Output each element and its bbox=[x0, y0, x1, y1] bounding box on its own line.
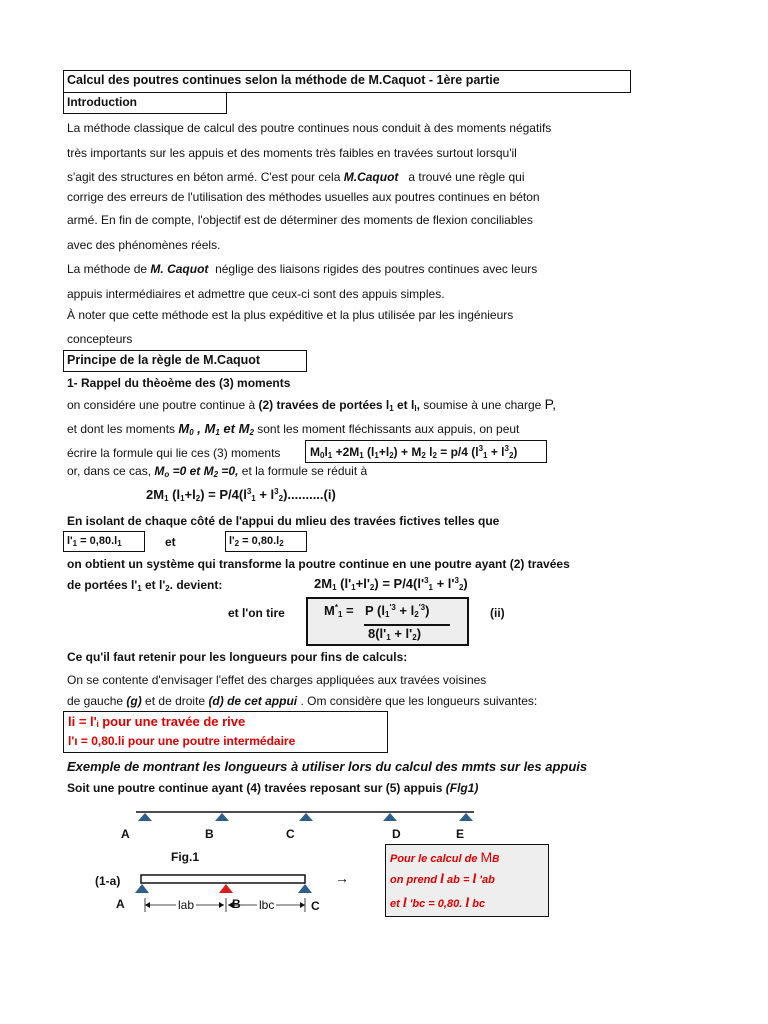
text: M bbox=[480, 849, 493, 865]
support-1a-c-icon bbox=[298, 884, 312, 893]
text: et dont les moments bbox=[67, 422, 179, 436]
support-a-icon bbox=[138, 813, 152, 821]
spans-text: (2) travées de portées $l_1$ et $l_l$, bbox=[258, 398, 420, 413]
text: , M bbox=[193, 421, 216, 436]
support-d-icon bbox=[383, 813, 397, 821]
support-1a-b-icon bbox=[219, 884, 233, 893]
case-support-b: B bbox=[232, 897, 241, 911]
arrowhead-icon bbox=[145, 902, 150, 908]
text: soumise à une charge bbox=[419, 398, 545, 412]
isolation-line-1: En isolant de chaque côté de l'appui du mlieu des travées fictives telles que bbox=[67, 514, 500, 528]
text: et M bbox=[219, 421, 250, 436]
text: =0, bbox=[218, 464, 239, 478]
fictive-span-1-box: $l'_1 = 0,80.l_1$ bbox=[63, 531, 145, 552]
text: . devient: bbox=[169, 578, 223, 592]
intro-line-9: À noter que cette méthode est la plus expéditive et la plus utilisée par les ingénieurs bbox=[67, 308, 514, 322]
note-line-3 bbox=[390, 896, 485, 912]
arrow-right-icon: → bbox=[335, 870, 349, 886]
load-p: P, bbox=[544, 396, 557, 412]
text: 'ab bbox=[476, 874, 495, 886]
text: (Flg1) bbox=[445, 781, 479, 795]
support-e-icon bbox=[459, 813, 473, 821]
intro-line-6: avec des phénomènes réels. bbox=[67, 238, 221, 252]
text: l bbox=[465, 896, 470, 911]
text: B bbox=[492, 854, 500, 865]
text: et l bbox=[393, 398, 415, 412]
et-text: et bbox=[165, 535, 176, 549]
m-star-label: $M^*_1$ = bbox=[324, 603, 354, 619]
case-support-a: A bbox=[116, 897, 125, 911]
moments-text: $M_0$ , $M_1$ et $M_2$ bbox=[178, 421, 254, 437]
intro-line-2: très importants sur les appuis et des moments très faibles en travées surtout lorsqu'il bbox=[67, 146, 517, 160]
intro-line-10: concepteurs bbox=[67, 332, 133, 346]
three-moment-formula: $M_0l_1 +2M_1$ $(l_1+l_2) + M_2$ $l_2 = p/4$ $(l^3_1 + l^3_2)$ bbox=[305, 440, 547, 463]
formula-tag-ii: (ii) bbox=[490, 606, 505, 620]
figure-label: Fig.1 bbox=[171, 850, 200, 864]
case-support-c: C bbox=[311, 899, 320, 913]
text: et de droite bbox=[141, 694, 209, 708]
text: on prend bbox=[390, 874, 441, 886]
text: et la formule se réduit à bbox=[238, 464, 368, 478]
formula-tag: ..........(i) bbox=[287, 487, 336, 502]
document-title: Calcul des poutres continues selon la méthode de M.Caquot - 1ère partie bbox=[63, 70, 631, 93]
intro-line-1: La méthode classique de calcul des poutre continues nous conduit à des moments négatifs bbox=[67, 121, 552, 135]
span-lab-label: lab bbox=[178, 898, 195, 912]
retenir-heading: Ce qu'il faut retenir pour les longueurs pour fins de calculs: bbox=[67, 650, 408, 664]
support-label-c: C bbox=[286, 827, 295, 841]
text: =0 et M bbox=[169, 464, 214, 478]
text: bc bbox=[469, 898, 486, 910]
fictive-span-2-box: $l'_2 = 0,80.l_2$ bbox=[225, 531, 307, 552]
support-b-icon bbox=[215, 813, 229, 821]
retenir-line-1: On se contente d'envisager l'effet des charges appliquées aux travées voisines bbox=[67, 673, 487, 687]
m-star-numerator: P $(l_1^{'3} + l_2^{'3})$ bbox=[365, 603, 430, 619]
support-label-b: B bbox=[205, 827, 214, 841]
et-lon-tire-text: et l'on tire bbox=[228, 606, 285, 620]
support-label-d: D bbox=[392, 827, 401, 841]
text: Pour le calcul de bbox=[390, 853, 481, 865]
note-line-1 bbox=[390, 849, 499, 865]
reduced-formula-i: $2M_1$ $(l_1+l_2) = P/4(l^3_1 + l^3_2)..........(i)$ bbox=[146, 487, 336, 503]
m-star-denominator: $8(l'_1 + l'_2)$ bbox=[368, 626, 422, 642]
text: l bbox=[440, 872, 444, 887]
intro-text: néglige des liaisons rigides des poutres continues avec leurs bbox=[215, 262, 538, 276]
text: Soit une poutre continue ayant (4) travées reposant sur (5) appuis bbox=[67, 781, 446, 795]
intro-text: s'agit des structures en béton armé. C'est pour cela bbox=[67, 170, 344, 184]
example-heading: Exemple de montrant les longueurs à utiliser lors du calcul des mmts sur les appuis bbox=[67, 759, 588, 774]
rule-rive: li = l'ᵢ pour une travée de rive bbox=[68, 714, 246, 729]
isolation-line-3: de portées $l'_1$ et $l'_2$. devient: bbox=[67, 578, 223, 593]
text: (g) bbox=[126, 694, 142, 708]
text: de gauche bbox=[67, 694, 127, 708]
fictive-formula: $2M_1$ $(l'_1+l'_2) = P/4(l'^3_1 + l'^3_2)$ bbox=[314, 576, 468, 592]
text: sont les moment fléchissants aux appuis, on peut bbox=[253, 422, 520, 436]
span-lbc-label: lbc bbox=[259, 898, 275, 912]
rappel-heading: 1- Rappel du thèoème des (3) moments bbox=[67, 376, 291, 390]
text: 'bc = 0,80. bbox=[406, 898, 466, 910]
text: et bbox=[390, 898, 403, 910]
text: M bbox=[178, 421, 190, 436]
note-line-2 bbox=[390, 872, 495, 888]
rappel-line-3: écrire la formule qui lie ces (3) moments bbox=[67, 446, 281, 460]
section-heading-introduction: Introduction bbox=[63, 92, 227, 114]
rule-intermediaire: l'ı = 0,80.li pour une poutre intermédaire bbox=[68, 734, 296, 748]
text: l bbox=[472, 872, 477, 887]
intro-line-4: corrige des erreurs de l'utilisation des méthodes usuelles aux poutres continues en béton bbox=[67, 190, 540, 204]
text: M bbox=[154, 464, 165, 478]
arrowhead-icon bbox=[219, 902, 224, 908]
text: (d) de cet appui bbox=[208, 694, 298, 708]
support-label-e: E bbox=[456, 827, 465, 841]
text: on considére une poutre continue à bbox=[67, 398, 259, 412]
text: et l' bbox=[141, 578, 166, 592]
calc-note-box bbox=[385, 844, 549, 917]
text: de portées l' bbox=[67, 578, 138, 592]
support-label-a: A bbox=[121, 827, 130, 841]
text: ab = bbox=[444, 874, 473, 886]
intro-line-5: armé. En fin de compte, l'objectif est de déterminer des moments de flexion conciliables bbox=[67, 213, 533, 227]
support-1a-a-icon bbox=[135, 884, 149, 893]
text: or, dans ce cas, bbox=[67, 464, 155, 478]
intro-text: a trouvé une règle qui bbox=[408, 170, 525, 184]
intro-line-8: appuis intermédiaires et admettre que ceux-ci sont des appuis simples. bbox=[67, 287, 445, 301]
text: l bbox=[402, 896, 407, 911]
intro-text: La méthode de bbox=[67, 262, 151, 276]
condition-text: $M_o =0$ et $M_2 =0$, bbox=[154, 464, 239, 479]
caquot-name: M.Caquot bbox=[343, 170, 399, 184]
text: (2) travées de portées l bbox=[258, 398, 390, 412]
support-c-icon bbox=[299, 813, 313, 821]
beam-1a bbox=[141, 875, 305, 883]
text: . Om considère que les longueurs suivantes: bbox=[297, 694, 538, 708]
section-heading-principe: Principe de la règle de M.Caquot bbox=[63, 350, 307, 372]
arrowhead-icon bbox=[300, 902, 305, 908]
caquot-name: M. Caquot bbox=[150, 262, 209, 276]
case-label: (1-a) bbox=[95, 874, 121, 888]
isolation-line-2: on obtient un système qui transforme la poutre continue en une poutre ayant (2) travées bbox=[67, 557, 570, 571]
